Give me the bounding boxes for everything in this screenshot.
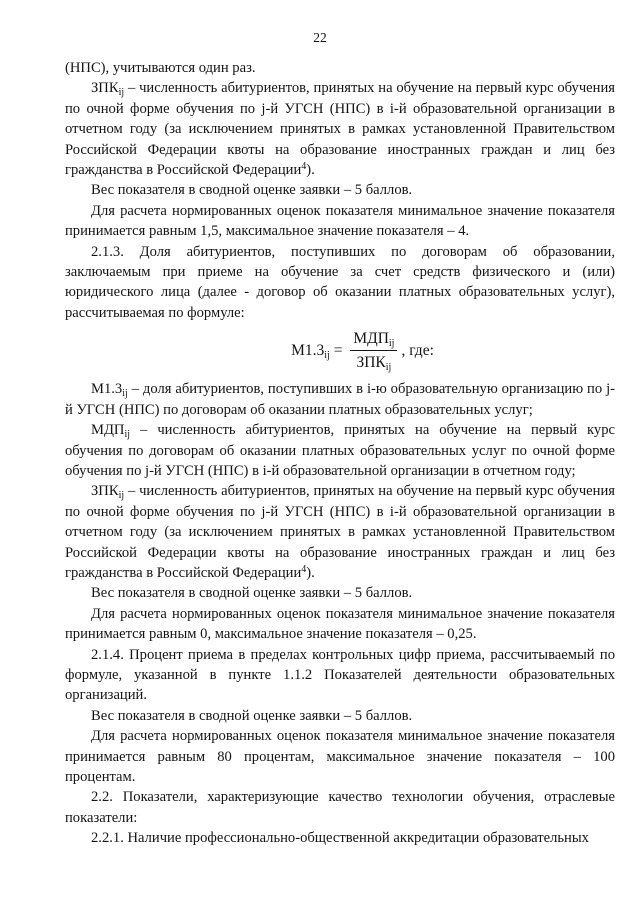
formula-m1-3 <box>65 323 615 379</box>
definition-zpk <box>65 78 615 180</box>
definition-text: – численность абитуриентов, принятых на обучение на первый курс обучения по очной форме обучения по j-й УГСН (НПС) в i-й образовательной организации в отчетном году (за исключением принятых в рамках установленной Правительством Российской Федерации квоты на образование иностранных граждан и лиц без гражданства в Российской Федерации <box>65 483 615 581</box>
definition-text: – численность абитуриентов, принятых на обучение на первый курс обучения по договорам об оказании платных образовательных услуг по очной форме обучения по j-й УГСН (НПС) в i-й образовательной организации в отчетном году; <box>65 422 615 479</box>
normalization-paragraph: Для расчета нормированных оценок показателя минимальное значение показателя принимается равным 1,5, максимальное значение показателя – 4. <box>65 202 615 240</box>
definition-mdp <box>65 420 615 481</box>
symbol: ЗПК <box>91 483 119 500</box>
footnote-ref: 4 <box>301 161 307 173</box>
section-2-2-1: 2.2.1. Наличие профессионально-общественной аккредитации образовательных <box>91 830 589 847</box>
definition-text: – доля абитуриентов, поступивших в i-ю образовательную организацию по j-й УГСН (НПС) по договорам об оказании платных образовательных услуг; <box>65 381 615 418</box>
symbol-subscript: ij <box>118 490 125 502</box>
symbol-subscript: ij <box>122 388 128 400</box>
section-2-1-4: 2.1.4. Процент приема в пределах контрольных цифр приема, рассчитываемый по формуле, указанной в пункте 1.1.2 Показателей деятельности образовательных организаций. <box>65 646 615 704</box>
symbol-subscript: ij <box>118 87 125 99</box>
definition-m1-3 <box>65 379 615 420</box>
definition-zpk-2 <box>65 481 615 583</box>
page-number: 22 <box>313 30 327 45</box>
symbol: М1.3 <box>91 381 123 398</box>
document-body <box>65 58 615 849</box>
weight-paragraph-2: Вес показателя в сводной оценке заявки – 5 баллов. <box>91 585 413 602</box>
symbol: МДП <box>91 422 125 439</box>
formula-numerator: $МДП_{ij}$ <box>350 329 397 351</box>
normalization-paragraph-3: Для расчета нормированных оценок показателя минимальное значение показателя принимается равным 80 процентам, максимальное значение показателя – 100 процентам. <box>65 728 615 785</box>
formula-equals: = <box>329 342 347 360</box>
formula-tail: , где: <box>401 342 434 360</box>
weight-paragraph: Вес показателя в сводной оценке заявки – 5 баллов. <box>91 182 413 199</box>
definition-end: ). <box>306 162 315 179</box>
definition-text: – численность абитуриентов, принятых на обучение на первый курс обучения по очной форме обучения по j-й УГСН (НПС) в i-й образовательной организации в отчетном году (за исключением принятых в рамках установленной Правительством Российской Федерации квоты на образование иностранных граждан и лиц без гражданства в Российской Федерации <box>65 80 615 179</box>
symbol-subscript: ij <box>124 429 131 441</box>
formula-denominator: $ЗПК_{ij}$ <box>356 354 392 374</box>
footnote-ref: 4 <box>301 563 307 575</box>
paragraph-continuation: (НПС), учитываются один раз. <box>65 60 256 76</box>
weight-paragraph-3: Вес показателя в сводной оценке заявки – 5 баллов. <box>91 707 413 724</box>
section-2-1-3: 2.1.3. Доля абитуриентов, поступивших по договорам об образовании, заключаемым при приеме на обучение за счет средств физического и (или) юридического лица (далее - договор об оказании платных образовательных услуг), рассчитываемая по формуле: <box>65 243 615 321</box>
formula-fraction <box>350 329 397 374</box>
symbol: ЗПК <box>91 80 119 97</box>
section-2-2: 2.2. Показатели, характеризующие качество технологии обучения, отраслевые показатели: <box>65 789 615 826</box>
formula-lhs: $М1.3_{ij}$ <box>291 342 330 362</box>
normalization-paragraph-2: Для расчета нормированных оценок показателя минимальное значение показателя принимается равным 0, максимальное значение показателя – 0,25. <box>65 605 615 643</box>
definition-end: ). <box>306 564 315 581</box>
